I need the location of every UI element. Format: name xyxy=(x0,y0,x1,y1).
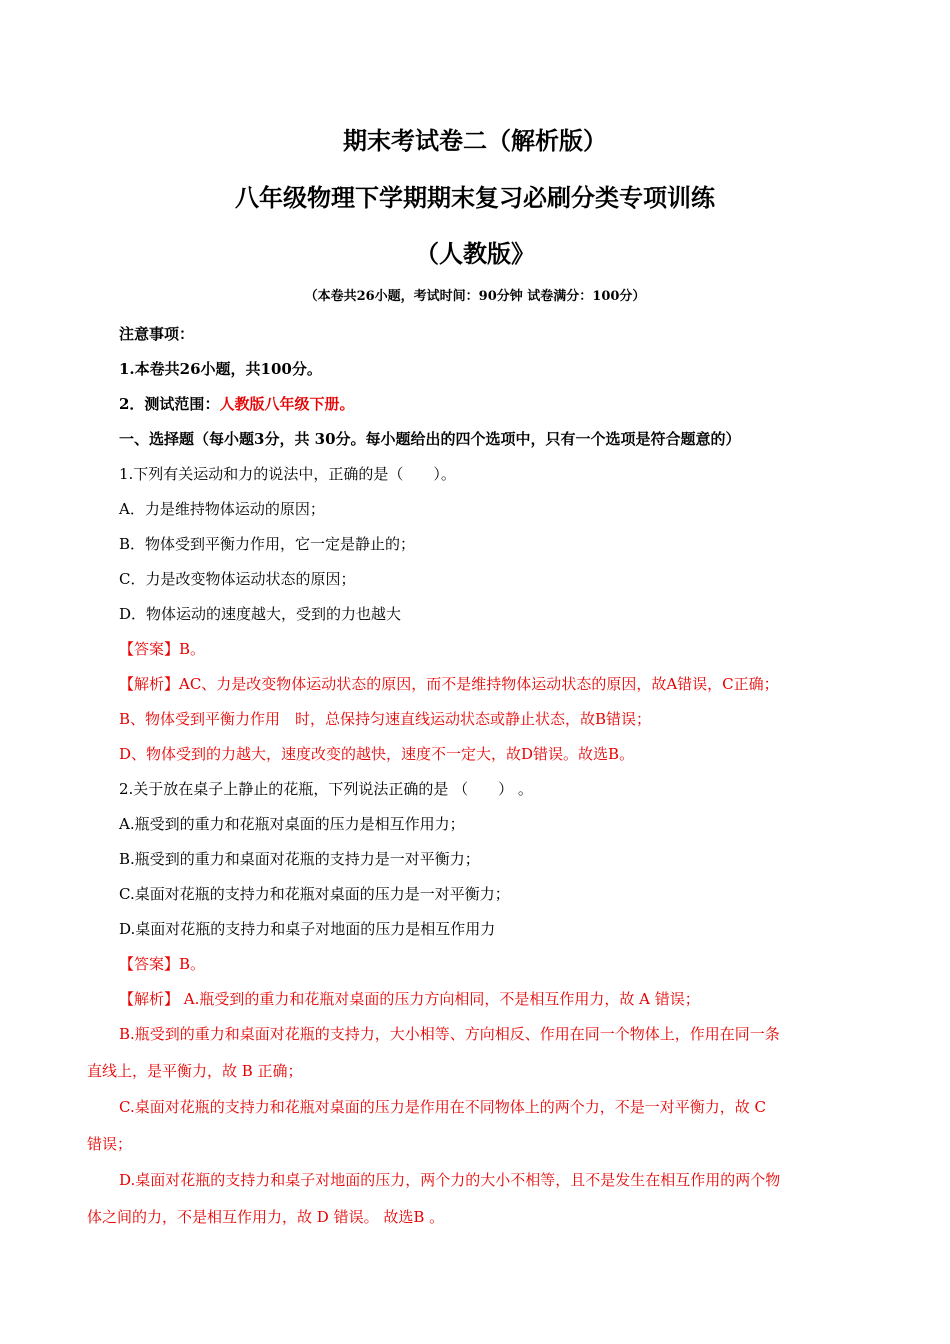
q2-option-b: B.瓶受到的重力和桌面对花瓶的支持力是一对平衡力； xyxy=(119,850,480,868)
q2-analysis-7: 体之间的力，不是相互作用力，故 D 错误。 故选B 。 xyxy=(87,1208,445,1226)
notes-item-1: 1.本卷共26小题，共100分。 xyxy=(119,360,322,378)
q2-analysis-4: C.桌面对花瓶的支持力和花瓶对桌面的压力是作用在不同物体上的两个力，不是一对平衡力，故 C xyxy=(119,1098,766,1116)
q2-option-c: C.桌面对花瓶的支持力和花瓶对桌面的压力是一对平衡力； xyxy=(119,885,510,903)
q2-analysis-6: D.桌面对花瓶的支持力和桌子对地面的压力，两个力的大小不相等，且不是发生在相互作用的两个物 xyxy=(119,1171,781,1189)
notes-item-2-label: 2．测试范围： xyxy=(119,395,220,413)
doc-subtitle: 八年级物理下学期期末复习必刷分类专项训练 xyxy=(235,184,715,212)
q1-analysis-1: 【解析】AC、力是改变物体运动状态的原因，而不是维持物体运动状态的原因，故A错误，C正确； xyxy=(119,675,779,693)
q1-option-d: D．物体运动的速度越大，受到的力也越大 xyxy=(119,605,402,623)
q2-analysis-1: 【解析】 A.瓶受到的重力和花瓶对桌面的压力方向相同，不是相互作用力，故 A 错误； xyxy=(119,990,700,1008)
doc-title: 期末考试卷二（解析版） xyxy=(343,127,607,155)
q1-analysis-3: D、物体受到的力越大，速度改变的越快，速度不一定大，故D错误。故选B。 xyxy=(119,745,635,763)
q1-option-b: B．物体受到平衡力作用，它一定是静止的； xyxy=(119,535,416,553)
q2-stem: 2.关于放在桌子上静止的花瓶，下列说法正确的是 （ ） 。 xyxy=(119,780,533,798)
exam-meta: （本卷共26小题，考试时间：90分钟 试卷满分：100分） xyxy=(304,289,646,304)
notes-item-2-value: 人教版八年级下册。 xyxy=(219,395,355,413)
q2-option-a: A.瓶受到的重力和花瓶对桌面的压力是相互作用力； xyxy=(119,815,465,833)
q2-analysis-2: B.瓶受到的重力和桌面对花瓶的支持力，大小相等、方向相反、作用在同一个物体上，作用在同一条 xyxy=(119,1025,780,1043)
doc-edition: （人教版》 xyxy=(415,240,535,268)
q2-option-d: D.桌面对花瓶的支持力和桌子对地面的压力是相互作用力 xyxy=(119,920,496,938)
q1-answer: 【答案】B。 xyxy=(119,640,206,658)
q2-analysis-5: 错误； xyxy=(87,1135,133,1153)
notes-heading: 注意事项： xyxy=(119,325,195,343)
q2-answer: 【答案】B。 xyxy=(119,955,206,973)
q1-analysis-2: B、物体受到平衡力作用 时，总保持匀速直线运动状态或静止状态，故B错误； xyxy=(119,710,652,728)
q2-analysis-3: 直线上，是平衡力，故 B 正确； xyxy=(87,1062,303,1080)
q1-stem: 1.下列有关运动和力的说法中，正确的是（ ）。 xyxy=(119,465,456,483)
q1-option-a: A．力是维持物体运动的原因； xyxy=(119,500,325,518)
section-heading: 一、选择题（每小题3分，共 30分。每小题给出的四个选项中，只有一个选项是符合题意的） xyxy=(119,430,741,448)
notes-item-2 xyxy=(119,394,354,414)
q1-option-c: C．力是改变物体运动状态的原因； xyxy=(119,570,356,588)
